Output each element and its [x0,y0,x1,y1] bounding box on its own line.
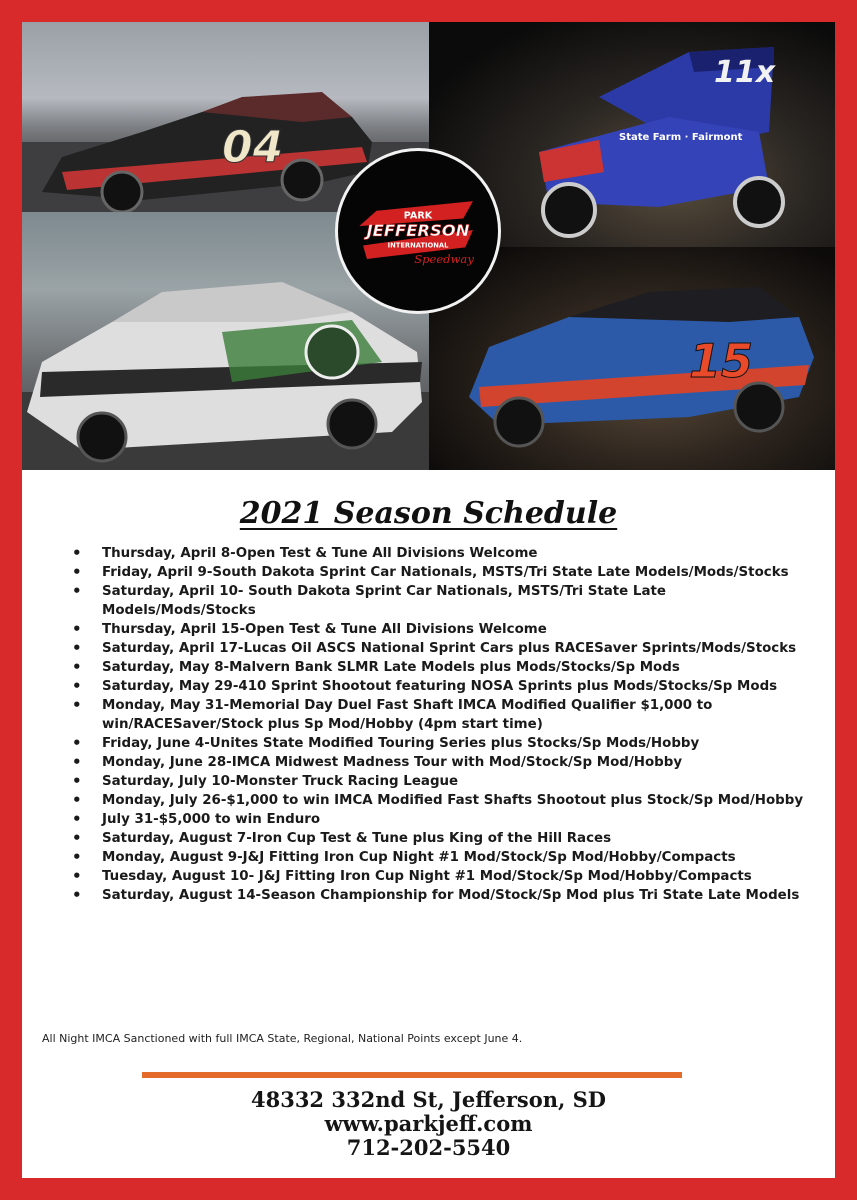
logo-line4: Speedway [414,251,474,266]
sprint-car-sponsor: State Farm · Fairmont [619,132,743,143]
schedule-item: • Saturday, May 8-Malvern Bank SLMR Late Models plus Mods/Stocks/Sp Mods [72,658,817,677]
schedule-item: • Monday, June 28-IMCA Midwest Madness Tour with Mod/Stock/Sp Mod/Hobby [72,753,817,772]
website-link[interactable]: www.parkjeff.com [324,1111,533,1136]
schedule-item: • Monday, May 31-Memorial Day Duel Fast Shaft IMCA Modified Qualifier $1,000 to win/RACESaver/Stock plus Sp Mod/Hobby (4pm start time) [72,696,817,734]
schedule-item: • Thursday, April 15-Open Test & Tune All Divisions Welcome [72,620,817,639]
schedule-item: • Saturday, August 14-Season Championship for Mod/Stock/Sp Mod plus Tri State Late Models [72,886,817,905]
sanction-note: All Night IMCA Sanctioned with full IMCA State, Regional, National Points except June 4. [42,1032,523,1045]
speedway-logo [335,148,501,314]
schedule-item: • Saturday, May 29-410 Sprint Shootout featuring NOSA Sprints plus Mods/Stocks/Sp Mods [72,677,817,696]
photo-collage [22,22,835,470]
schedule-item: • Monday, August 9-J&J Fitting Iron Cup Night #1 Mod/Stock/Sp Mod/Hobby/Compacts [72,848,817,867]
schedule-item: • Thursday, April 8-Open Test & Tune All Divisions Welcome [72,544,817,563]
address: 48332 332nd St, Jefferson, SD [250,1087,606,1112]
schedule-section [40,470,817,1068]
sprint-car-number: 11x [714,55,776,90]
flyer [22,22,835,1178]
speedway-logo-mark [338,151,498,311]
schedule-item: • Monday, July 26-$1,000 to win IMCA Modified Fast Shafts Shootout plus Stock/Sp Mod/Hobby [72,791,817,810]
schedule-title: 2021 Season Schedule [239,496,618,531]
schedule-item: • Saturday, April 17-Lucas Oil ASCS National Sprint Cars plus RACESaver Sprints/Mods/Stocks [72,639,817,658]
logo-line2: JEFFERSON [366,220,470,240]
schedule-item: • July 31-$5,000 to win Enduro [72,810,817,829]
schedule-list [72,544,817,905]
schedule-item: • Tuesday, August 10- J&J Fitting Iron Cup Night #1 Mod/Stock/Sp Mod/Hobby/Compacts [72,867,817,886]
schedule-item: • Saturday, August 7-Iron Cup Test & Tune plus King of the Hill Races [72,829,817,848]
late-model-number: 04 [222,122,284,173]
schedule-item: • Friday, June 4-Unites State Modified Touring Series plus Stocks/Sp Mods/Hobby [72,734,817,753]
contact-info [22,1088,835,1160]
phone-number[interactable]: 712-202-5540 [346,1135,511,1160]
logo-line3: INTERNATIONAL [387,241,449,250]
divider [142,1072,682,1078]
schedule-item: • Saturday, July 10-Monster Truck Racing League [72,772,817,791]
schedule-item: • Saturday, April 10- South Dakota Sprint Car Nationals, MSTS/Tri State Late Models/Mods/Stocks [72,582,817,620]
modified-number: 15 [689,334,754,388]
logo-line1: PARK [403,210,433,222]
schedule-item: • Friday, April 9-South Dakota Sprint Car Nationals, MSTS/Tri State Late Models/Mods/Stocks [72,563,817,582]
